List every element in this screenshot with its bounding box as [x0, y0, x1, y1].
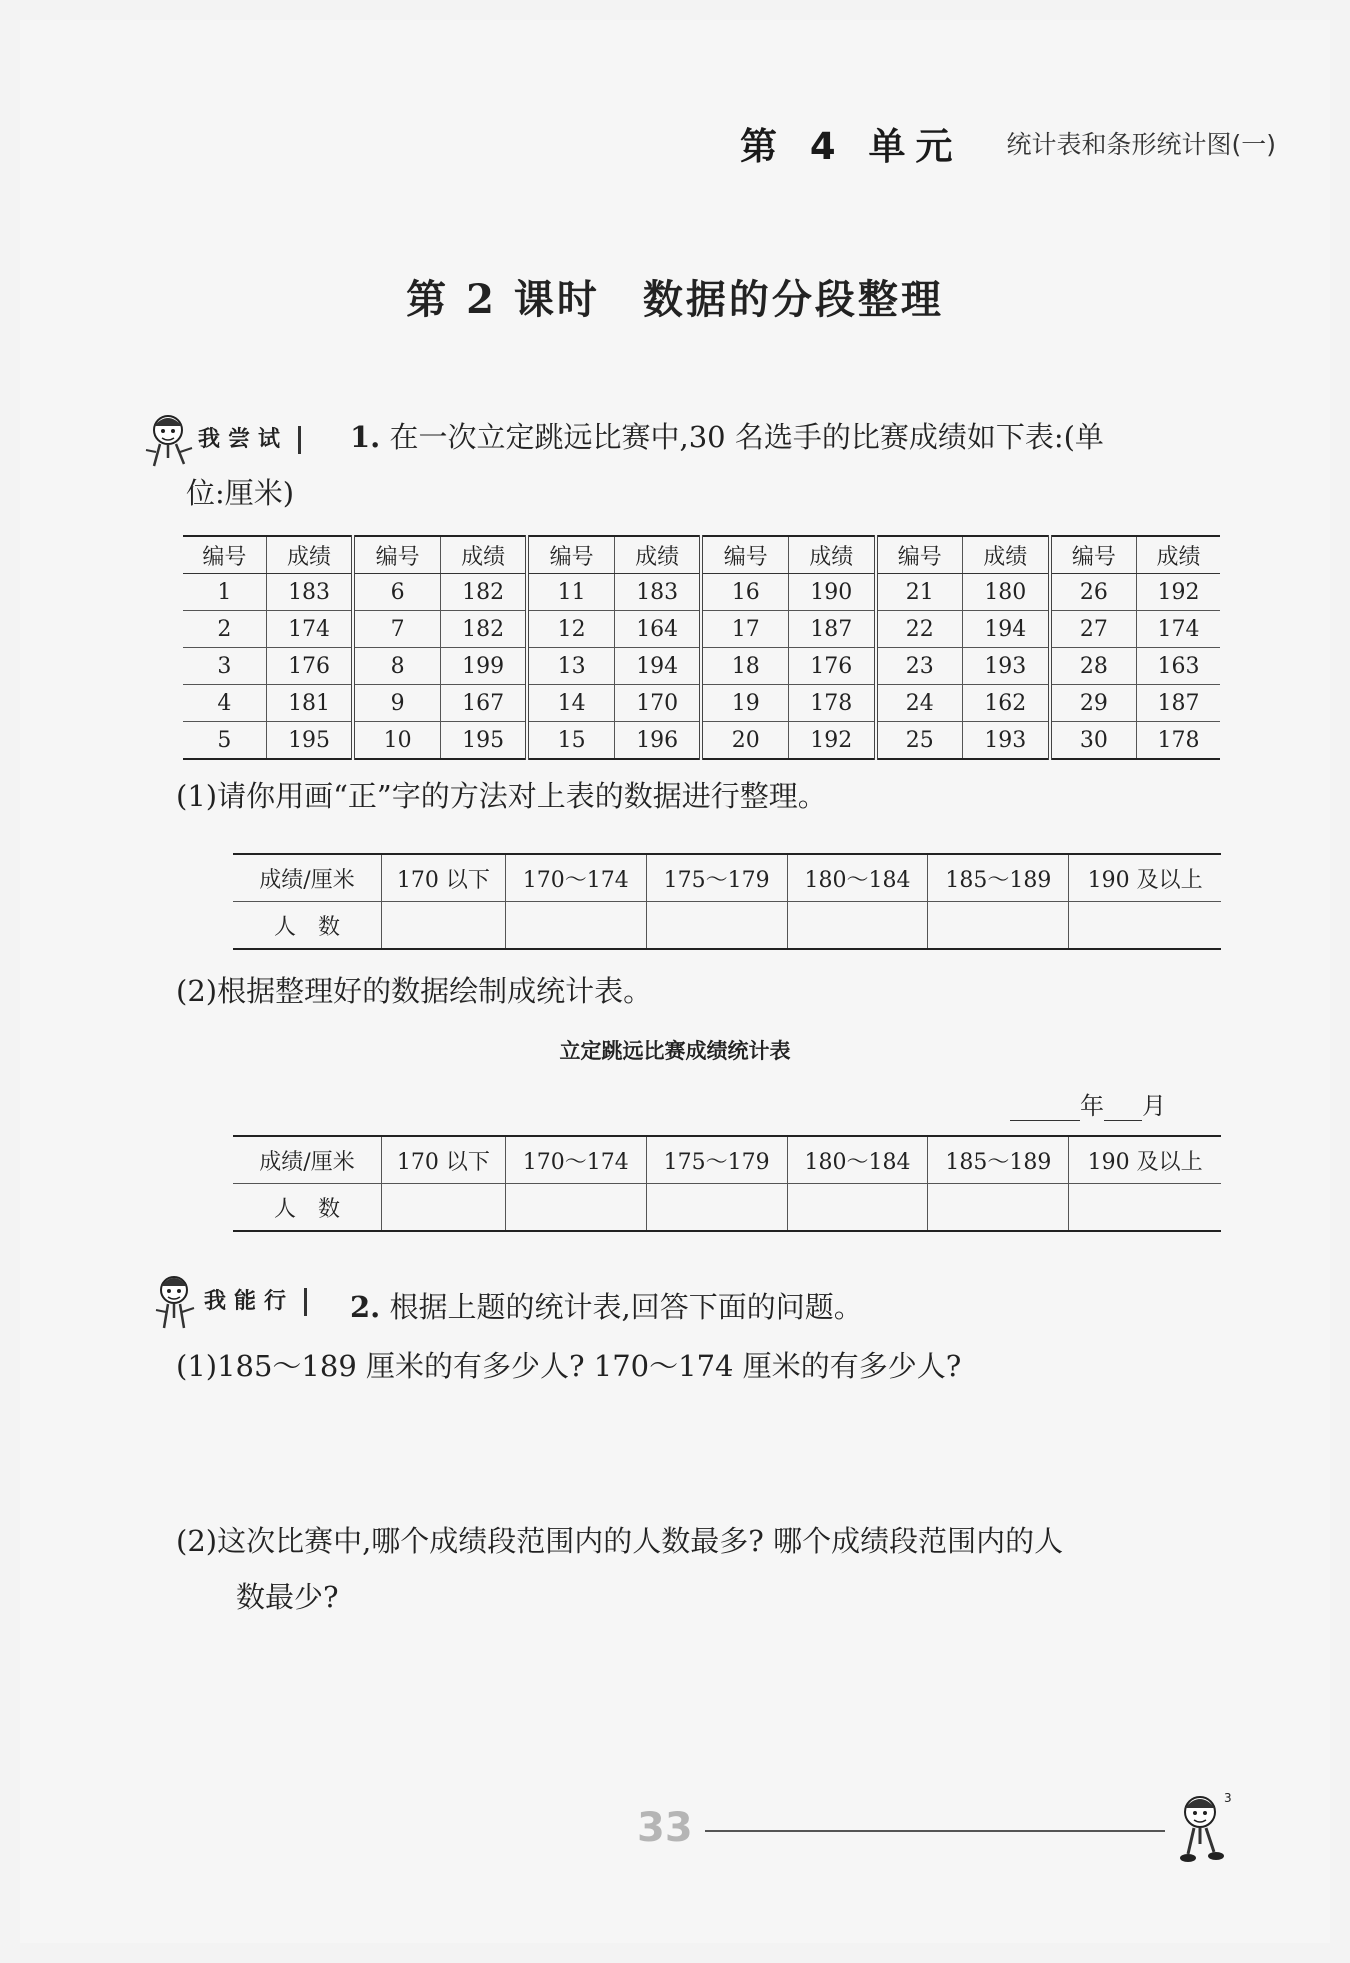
- table-row: [233, 1184, 1221, 1232]
- page-number: 33: [637, 1805, 693, 1851]
- table-cell: 1: [183, 574, 266, 611]
- section-tag-label: 我尝试: [198, 426, 301, 454]
- table-cell: 196: [614, 722, 701, 760]
- header-cell: 成绩/厘米: [233, 854, 382, 902]
- table-cell: 193: [963, 648, 1050, 685]
- row-label: 人 数: [233, 902, 382, 950]
- question-number: 1.: [350, 420, 381, 454]
- table-header-row: [233, 1136, 1221, 1184]
- question-2-part-2-line2: 数最少?: [236, 1580, 339, 1614]
- unit-subtitle: 统计表和条形统计图(一): [1006, 130, 1277, 159]
- table-cell: 15: [527, 722, 614, 760]
- row-label: 人 数: [233, 1184, 382, 1232]
- header-cell: 编号: [701, 536, 788, 574]
- unit-label: 第 4 单元: [712, 112, 991, 174]
- header-cell: 185～189: [928, 854, 1069, 902]
- table-header-row: [183, 536, 1220, 574]
- question-2-part-1: (1)185～189 厘米的有多少人? 170～174 厘米的有多少人?: [176, 1349, 962, 1383]
- table-cell: 21: [876, 574, 963, 611]
- table-header-row: [233, 854, 1221, 902]
- header-cell: 170～174: [505, 1136, 646, 1184]
- table-cell: 182: [440, 574, 527, 611]
- question-1: [350, 416, 1104, 458]
- answer-cell[interactable]: [1069, 1184, 1221, 1232]
- answer-cell[interactable]: [646, 1184, 787, 1232]
- table-cell: 28: [1050, 648, 1137, 685]
- table-row: [183, 685, 1220, 722]
- table-cell: 6: [353, 574, 440, 611]
- answer-cell[interactable]: [1069, 902, 1221, 950]
- table-cell: 180: [963, 574, 1050, 611]
- header-cell: 成绩: [440, 536, 527, 574]
- header-cell: 成绩: [266, 536, 353, 574]
- table-cell: 19: [701, 685, 788, 722]
- subquestion-2: (2)根据整理好的数据绘制成统计表。: [176, 974, 653, 1008]
- table-row: [183, 722, 1220, 760]
- section-tag-label: 我能行: [204, 1288, 307, 1316]
- table-cell: 26: [1050, 574, 1137, 611]
- header-cell: 190 及以上: [1069, 1136, 1221, 1184]
- table-cell: 14: [527, 685, 614, 722]
- stat-table: [233, 1135, 1221, 1232]
- question-2-part-2-line1: (2)这次比赛中,哪个成绩段范围内的人数最多? 哪个成绩段范围内的人: [176, 1524, 1064, 1558]
- header-cell: 编号: [353, 536, 440, 574]
- table-cell: 3: [183, 648, 266, 685]
- table-cell: 170: [614, 685, 701, 722]
- header-cell: 编号: [876, 536, 963, 574]
- table-cell: 17: [701, 611, 788, 648]
- header-cell: 编号: [183, 536, 266, 574]
- table-row: [183, 611, 1220, 648]
- header-cell: 175～179: [646, 854, 787, 902]
- table-cell: 23: [876, 648, 963, 685]
- table-cell: 187: [788, 611, 875, 648]
- header-cell: 170 以下: [382, 854, 506, 902]
- svg-text:3: 3: [1224, 1791, 1232, 1805]
- stat-table-caption: 立定跳远比赛成绩统计表: [559, 1039, 791, 1063]
- header-cell: 成绩/厘米: [233, 1136, 382, 1184]
- table-cell: 25: [876, 722, 963, 760]
- table-cell: 29: [1050, 685, 1137, 722]
- section-tag-can-do: [146, 1270, 307, 1334]
- table-cell: 27: [1050, 611, 1137, 648]
- answer-cell[interactable]: [382, 1184, 506, 1232]
- header-cell: 编号: [527, 536, 614, 574]
- mascot-icon: [1168, 1788, 1238, 1868]
- unit-header: [712, 118, 1276, 168]
- header-cell: 170 以下: [382, 1136, 506, 1184]
- table-cell: 195: [266, 722, 353, 760]
- table-cell: 10: [353, 722, 440, 760]
- table-cell: 7: [353, 611, 440, 648]
- table-cell: 167: [440, 685, 527, 722]
- question-text-line1: 在一次立定跳远比赛中,30 名选手的比赛成绩如下表:(单: [389, 420, 1104, 454]
- year-label: 年: [1080, 1092, 1104, 1120]
- month-label: 月: [1142, 1092, 1166, 1120]
- question-2: [350, 1286, 863, 1328]
- header-cell: 成绩: [963, 536, 1050, 574]
- table-cell: 176: [788, 648, 875, 685]
- lesson-title: 第 2 课时 数据的分段整理: [406, 276, 944, 323]
- table-cell: 193: [963, 722, 1050, 760]
- answer-cell[interactable]: [382, 902, 506, 950]
- scores-table: [183, 535, 1220, 760]
- mascot-icon: [140, 408, 196, 472]
- answer-cell[interactable]: [505, 902, 646, 950]
- table-cell: 192: [788, 722, 875, 760]
- section-tag-try: [140, 408, 301, 472]
- table-cell: 181: [266, 685, 353, 722]
- table-cell: 16: [701, 574, 788, 611]
- table-cell: 192: [1137, 574, 1220, 611]
- table-cell: 13: [527, 648, 614, 685]
- table-cell: 183: [266, 574, 353, 611]
- table-cell: 183: [614, 574, 701, 611]
- answer-cell[interactable]: [646, 902, 787, 950]
- header-cell: 175～179: [646, 1136, 787, 1184]
- question-1-line2: 位:厘米): [186, 476, 295, 510]
- table-cell: 194: [614, 648, 701, 685]
- table-cell: 176: [266, 648, 353, 685]
- header-cell: 180～184: [787, 854, 928, 902]
- header-cell: 成绩: [788, 536, 875, 574]
- table-cell: 163: [1137, 648, 1220, 685]
- answer-cell[interactable]: [505, 1184, 646, 1232]
- table-cell: 11: [527, 574, 614, 611]
- header-cell: 190 及以上: [1069, 854, 1221, 902]
- table-cell: 164: [614, 611, 701, 648]
- answer-cell[interactable]: [928, 1184, 1069, 1232]
- table-cell: 187: [1137, 685, 1220, 722]
- answer-cell[interactable]: [787, 902, 928, 950]
- table-cell: 195: [440, 722, 527, 760]
- table-cell: 8: [353, 648, 440, 685]
- table-cell: 20: [701, 722, 788, 760]
- header-cell: 成绩: [614, 536, 701, 574]
- table-cell: 2: [183, 611, 266, 648]
- table-row: [233, 902, 1221, 950]
- mascot-icon: [146, 1270, 202, 1334]
- table-cell: 199: [440, 648, 527, 685]
- subquestion-1: (1)请你用画“正”字的方法对上表的数据进行整理。: [176, 779, 827, 813]
- header-cell: 180～184: [787, 1136, 928, 1184]
- header-cell: 编号: [1050, 536, 1137, 574]
- header-cell: 185～189: [928, 1136, 1069, 1184]
- table-cell: 178: [1157, 727, 1200, 753]
- table-cell: 174: [1137, 611, 1220, 648]
- question-number: 2.: [350, 1290, 381, 1324]
- table-cell: 12: [527, 611, 614, 648]
- table-cell: 22: [876, 611, 963, 648]
- table-cell: 174: [266, 611, 353, 648]
- table-cell: 162: [963, 685, 1050, 722]
- year-blank[interactable]: [1010, 1094, 1080, 1121]
- table-cell: 9: [353, 685, 440, 722]
- table-cell: 30: [1050, 722, 1137, 760]
- table-cell: 178: [788, 685, 875, 722]
- tally-table: [233, 853, 1221, 950]
- table-cell: 194: [963, 611, 1050, 648]
- table-cell: 4: [183, 685, 266, 722]
- footer-rule: [705, 1830, 1165, 1832]
- month-blank[interactable]: [1104, 1094, 1142, 1121]
- answer-cell[interactable]: [787, 1184, 928, 1232]
- question-text: 根据上题的统计表,回答下面的问题。: [389, 1290, 863, 1324]
- table-cell: 18: [701, 648, 788, 685]
- header-cell: 170～174: [505, 854, 646, 902]
- table-cell: 190: [788, 574, 875, 611]
- answer-cell[interactable]: [928, 902, 1069, 950]
- header-cell: 成绩: [1137, 536, 1220, 574]
- table-row: [183, 574, 1220, 611]
- table-cell: 182: [440, 611, 527, 648]
- table-cell: 5: [183, 722, 266, 760]
- date-line: [1010, 1086, 1166, 1121]
- table-row: [183, 648, 1220, 685]
- table-cell: 24: [876, 685, 963, 722]
